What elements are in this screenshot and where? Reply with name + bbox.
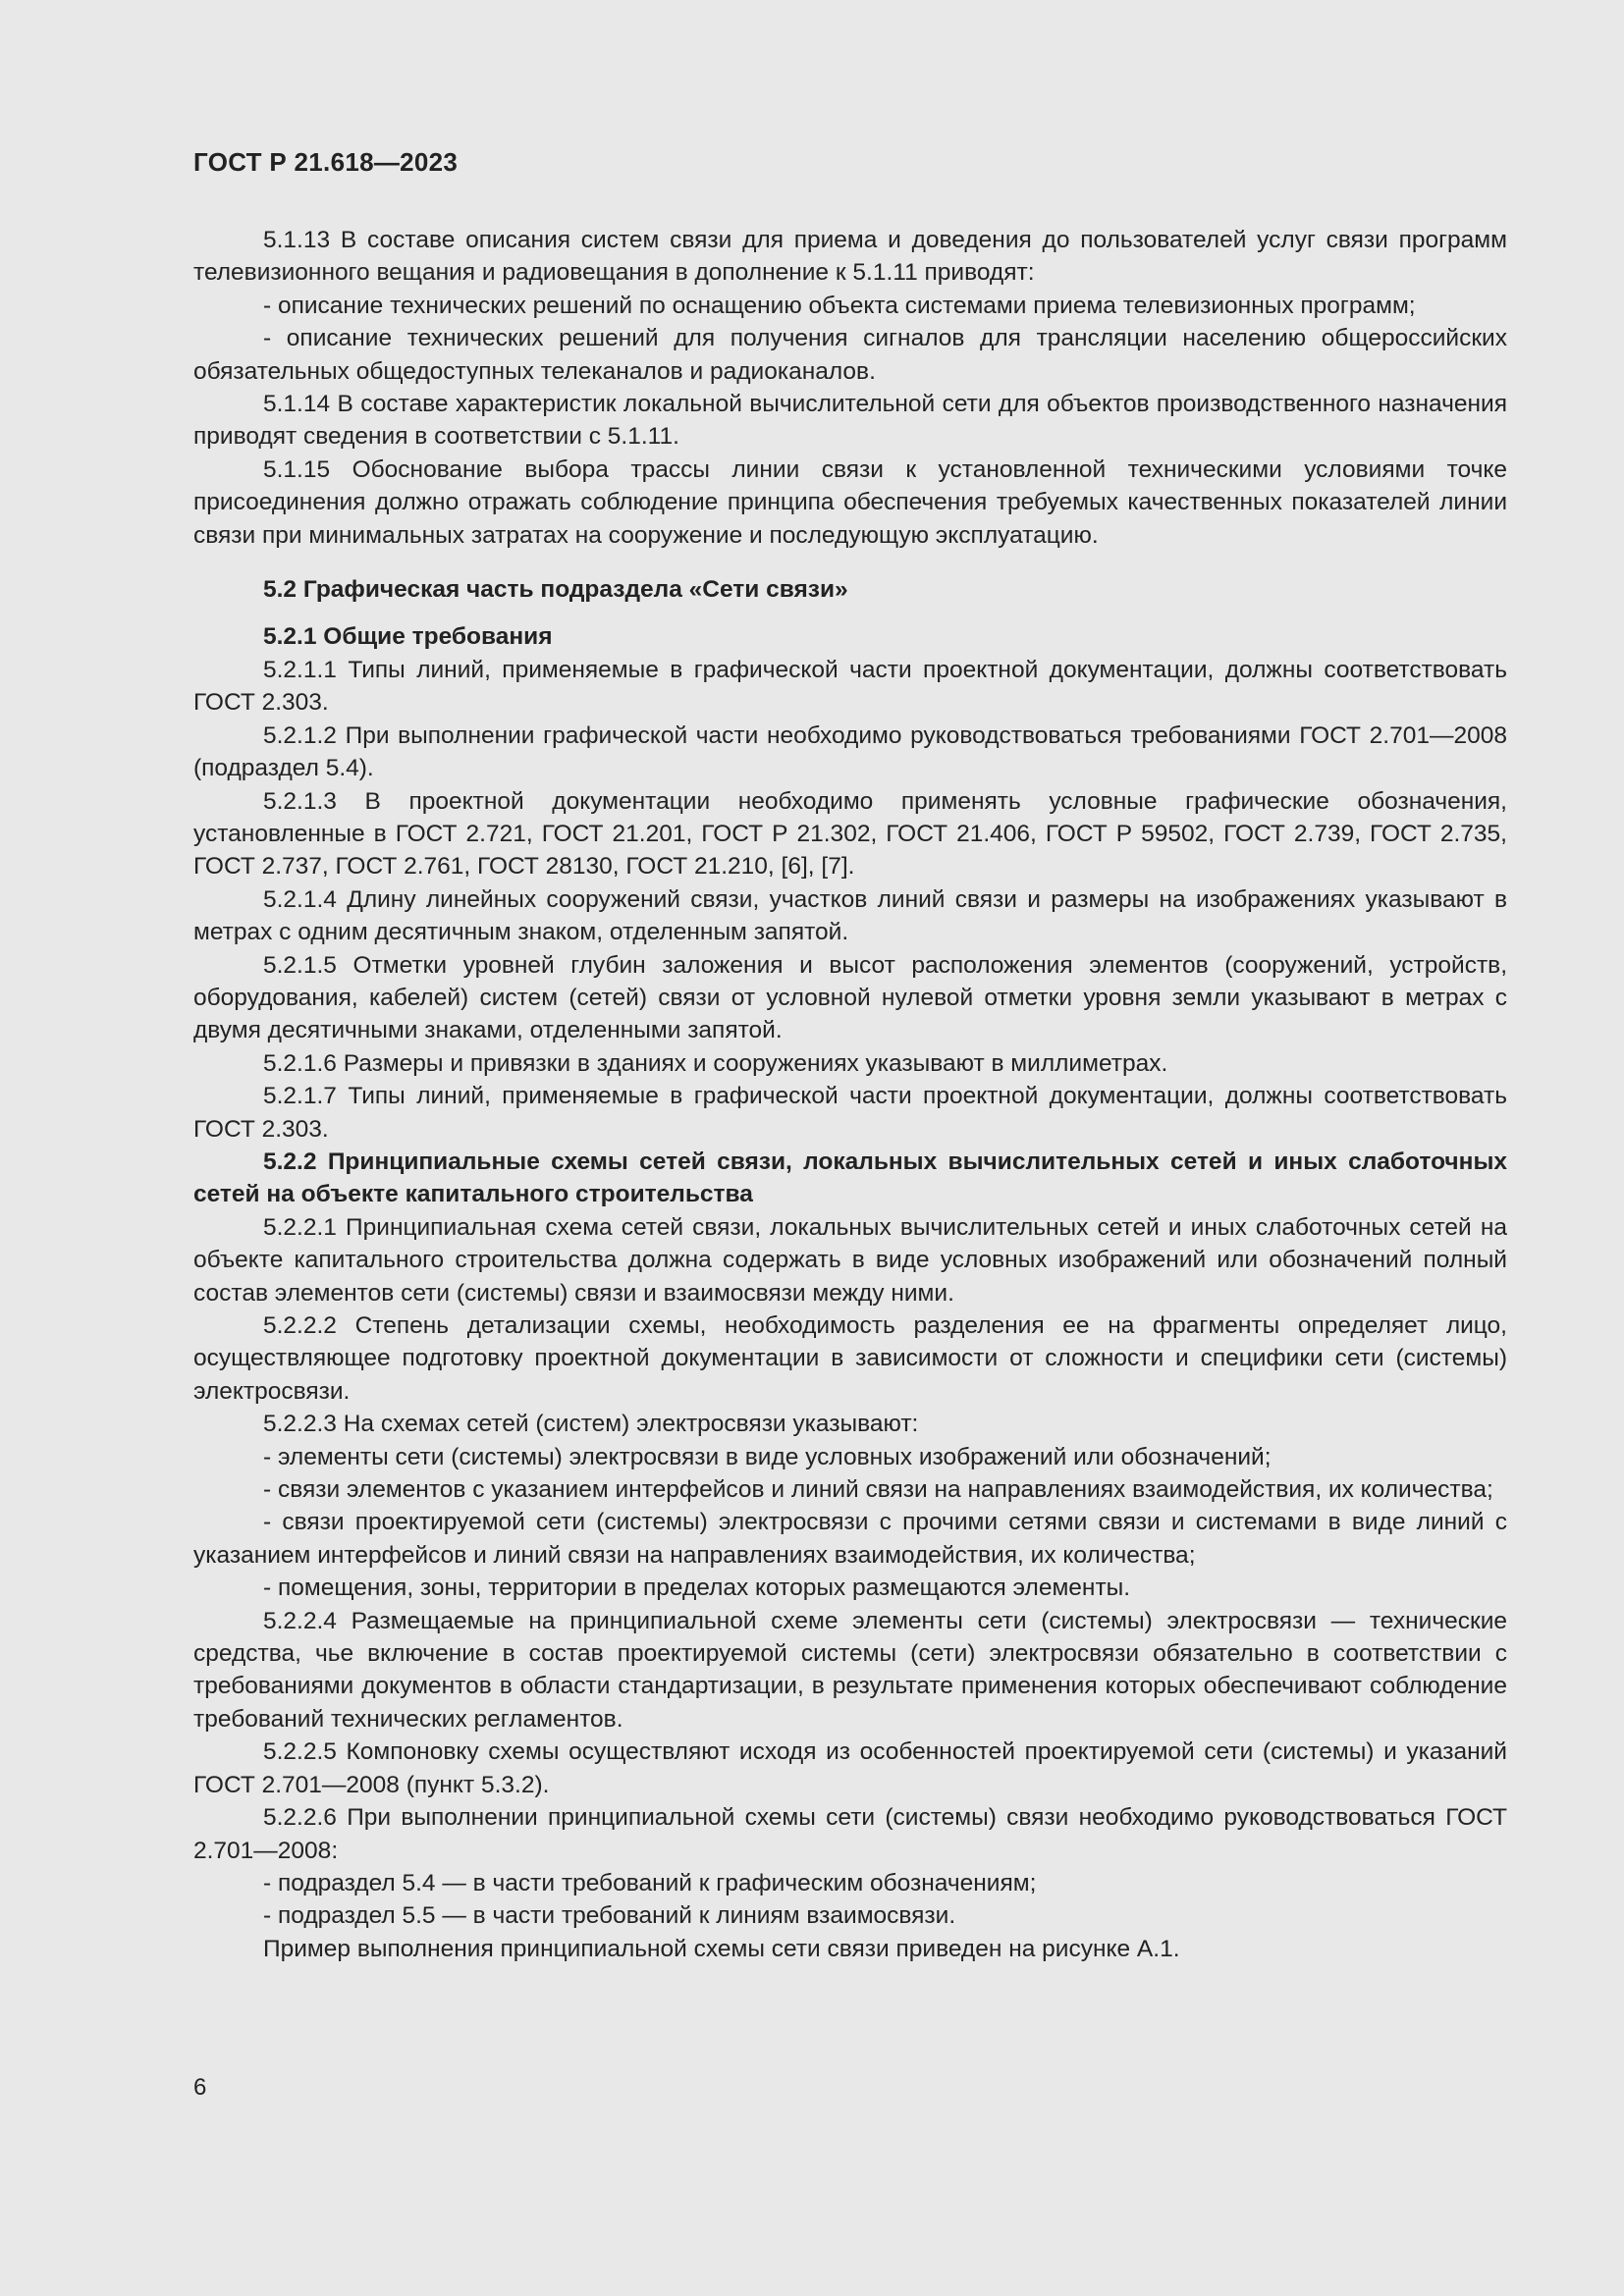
standard-code-header: ГОСТ Р 21.618—2023	[193, 147, 459, 177]
section-heading-5-2: 5.2 Графическая часть подраздела «Сети связи»	[263, 576, 848, 604]
paragraph-5-1-14: 5.1.14 В составе характеристик локальной вычислительной сети для объектов производственного назначения приводят сведения в соответствии с 5.1.11.	[193, 391, 1507, 451]
paragraph-5-2-1-6: 5.2.1.6 Размеры и привязки в зданиях и сооружениях указывают в миллиметрах.	[263, 1049, 1168, 1077]
paragraph-5-2-1-5: 5.2.1.5 Отметки уровней глубин заложения и высот расположения элементов (сооружений, устройств, оборудования, кабелей) систем (сетей) связи от условной нулевой отметки уровня земли указывают в метрах с двумя десятичными знаками, отделенными запятой.	[193, 951, 1507, 1044]
list-item: - описание технических решений для получения сигналов для трансляции населению общероссийских обязательных общедоступных телеканалов и радиоканалов.	[193, 325, 1507, 385]
paragraph-5-2-1-7: 5.2.1.7 Типы линий, применяемые в графической части проектной документации, должны соответствовать ГОСТ 2.303.	[193, 1083, 1507, 1143]
paragraph-5-2-2-1: 5.2.2.1 Принципиальная схема сетей связи, локальных вычислительных сетей и иных слаботочных сетей на объекте капитального строительства должна содержать в виде условных изображений или обозначений полный состав элементов сети (системы) связи и взаимосвязи между ними.	[193, 1213, 1507, 1307]
page-number: 6	[193, 2074, 207, 2101]
list-item: - описание технических решений по оснащению объекта системами приема телевизионных программ;	[263, 292, 1416, 319]
paragraph-5-2-2-5: 5.2.2.5 Компоновку схемы осуществляют исходя из особенностей проектируемой сети (системы) и указаний ГОСТ 2.701—2008 (пункт 5.3.2).	[193, 1738, 1507, 1798]
paragraph-5-2-1-1: 5.2.1.1 Типы линий, применяемые в графической части проектной документации, должны соответствовать ГОСТ 2.303.	[193, 656, 1507, 717]
list-item: - элементы сети (системы) электросвязи в виде условных изображений или обозначений;	[263, 1443, 1272, 1470]
paragraph-5-2-2-4: 5.2.2.4 Размещаемые на принципиальной схеме элементы сети (системы) электросвязи — технические средства, чье включение в состав проектируемой системы (сети) электросвязи обязательно в соответствии с требованиями документов в области стандартизации, в результате применения которых обеспечивают соблюдение требований технических регламентов.	[193, 1607, 1507, 1733]
list-item: - связи элементов с указанием интерфейсов и линий связи на направлениях взаимодействия, их количества;	[263, 1476, 1493, 1504]
paragraph-5-2-1-2: 5.2.1.2 При выполнении графической части необходимо руководствоваться требованиями ГОСТ 2.701—2008 (подраздел 5.4).	[193, 721, 1507, 782]
paragraph-5-2-2-2: 5.2.2.2 Степень детализации схемы, необходимость разделения ее на фрагменты определяет лицо, осуществляющее подготовку проектной документации в зависимости от сложности и специфики сети (системы) электросвязи.	[193, 1312, 1507, 1405]
paragraph-5-2-2-3: 5.2.2.3 На схемах сетей (систем) электросвязи указывают:	[263, 1411, 919, 1438]
list-item: - подраздел 5.5 — в части требований к линиям взаимосвязи.	[263, 1902, 956, 1930]
paragraph-5-2-1-3: 5.2.1.3 В проектной документации необходимо применять условные графические обозначения, установленные в ГОСТ 2.721, ГОСТ 21.201, ГОСТ Р 21.302, ГОСТ 21.406, ГОСТ Р 59502, ГОСТ 2.739, ГОСТ 2.735, ГОСТ 2.737, ГОСТ 2.761, ГОСТ 28130, ГОСТ 21.210, [6], [7].	[193, 787, 1507, 881]
subsection-heading-5-2-1: 5.2.1 Общие требования	[263, 623, 553, 651]
paragraph-5-2-2-6: 5.2.2.6 При выполнении принципиальной схемы сети (системы) связи необходимо руководствоваться ГОСТ 2.701—2008:	[193, 1804, 1507, 1864]
example-reference-paragraph: Пример выполнения принципиальной схемы сети связи приведен на рисунке А.1.	[263, 1935, 1180, 1962]
list-item: - подраздел 5.4 — в части требований к графическим обозначениям;	[263, 1869, 1037, 1896]
list-item: - связи проектируемой сети (системы) электросвязи с прочими сетями связи и системами в виде линий с указанием интерфейсов и линий связи на направлениях взаимодействия, их количества;	[193, 1509, 1507, 1569]
subsection-heading-5-2-2: 5.2.2 Принципиальные схемы сетей связи, локальных вычислительных сетей и иных слаботочных сетей на объекте капитального строительства	[193, 1148, 1507, 1208]
list-item: - помещения, зоны, территории в пределах которых размещаются элементы.	[263, 1575, 1131, 1602]
paragraph-5-1-15: 5.1.15 Обоснование выбора трассы линии связи к установленной техническими условиями точке присоединения должно отражать соблюдение принципа обеспечения требуемых качественных показателей линии связи при минимальных затратах на сооружение и последующую эксплуатацию.	[193, 455, 1507, 549]
paragraph-5-2-1-4: 5.2.1.4 Длину линейных сооружений связи, участков линий связи и размеры на изображениях указывают в метрах с одним десятичным знаком, отделенным запятой.	[193, 885, 1507, 946]
document-body	[193, 224, 1507, 1965]
paragraph-5-1-13: 5.1.13 В составе описания систем связи для приема и доведения до пользователей услуг связи программ телевизионного вещания и радиовещания в дополнение к 5.1.11 приводят:	[193, 227, 1507, 287]
